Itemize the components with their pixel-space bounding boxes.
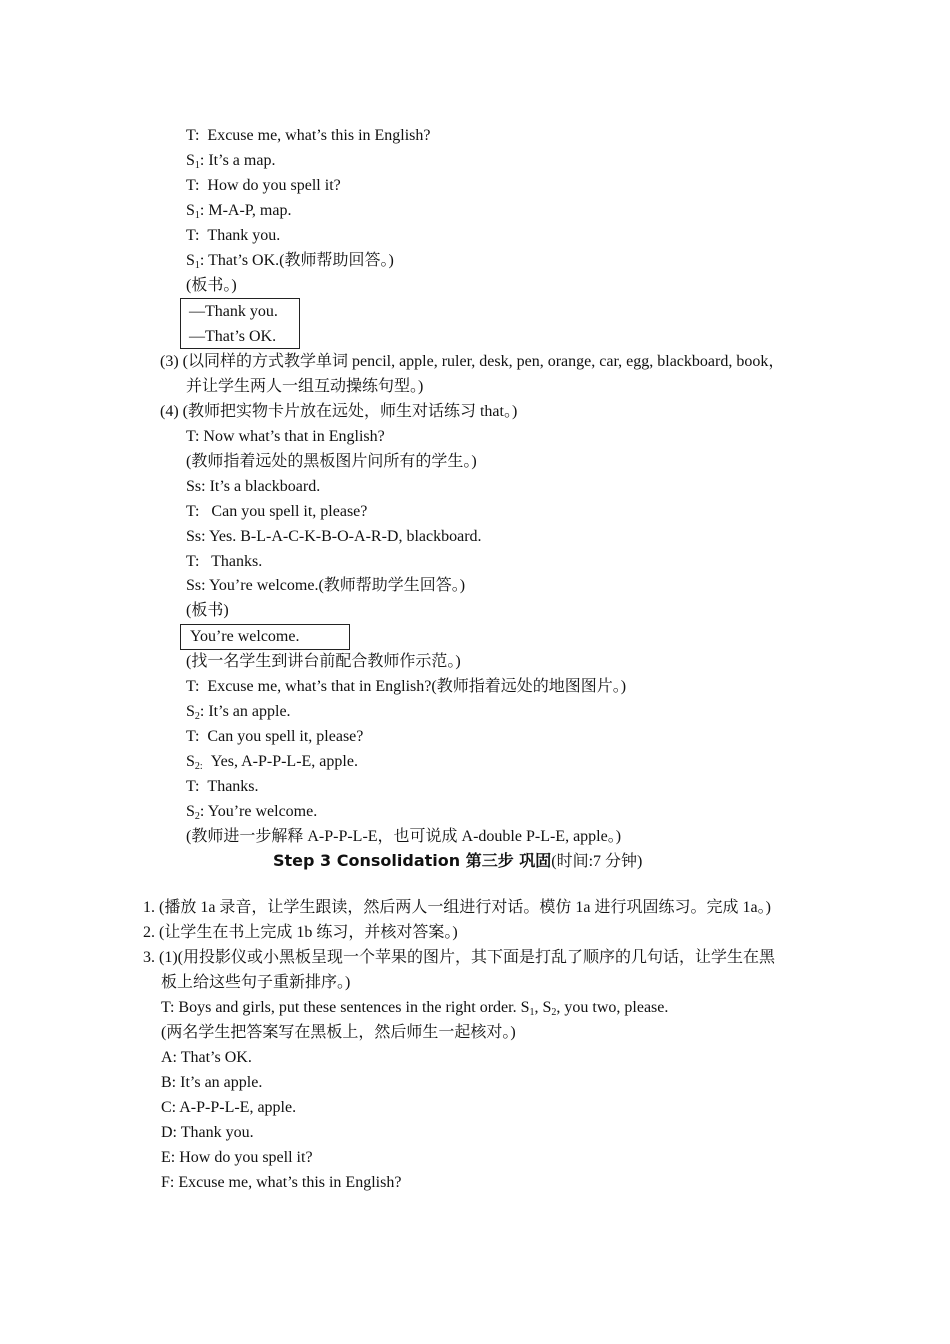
item-number: (4) [160,403,179,420]
dialogue-line [186,752,358,772]
utterance: Excuse me, what’s that in English?(教师指着远处的地图图片。) [207,678,627,695]
stage-direction: (教师进一步解释 A-P-P-L-E，也可说成 A-double P-L-E, apple。) [186,828,622,845]
utterance: Yes, A-P-P-L-E, apple. [210,753,358,770]
step-time: (时间:7 分钟) [551,853,643,870]
dialogue-line: Ss: It’s a blackboard. [186,478,321,495]
step-item [160,402,517,422]
speaker: T: [186,678,200,695]
box-line: —Thank you. [189,303,278,320]
dialogue-line [186,151,275,171]
box-line: You’re welcome. [190,628,300,645]
speaker: S [186,152,195,169]
utterance: Excuse me, what’s this in English? [207,127,431,144]
dialogue-line [186,176,341,196]
speaker: T: [186,778,200,795]
dialogue-line: (教师指着远处的黑板图片问所有的学生。) [186,453,477,470]
utterance: Thank you. [207,227,281,244]
option-line: A: That’s OK. [161,1049,252,1066]
item-number: (3) [160,353,179,370]
dialogue-line [186,126,431,146]
speaker: S [186,703,195,720]
list-text-cont: 板上给这些句子重新排序。) [161,974,351,991]
list-item [143,898,771,918]
speaker: S [186,252,195,269]
speaker-subscript: 2 [194,711,200,722]
board-note: (板书。) [186,277,237,294]
speaker: S [186,202,195,219]
dialogue-line: Ss: Yes. B-L-A-C-K-B-O-A-R-D, blackboard. [186,528,482,545]
blackboard-box [180,624,350,650]
dialogue-line: Ss: You’re welcome.(教师帮助学生回答。) [186,577,466,594]
speaker-subscript: 1 [194,210,200,221]
option-line: F: Excuse me, what’s this in English? [161,1174,402,1191]
utterance: : It’s a map. [199,152,276,169]
utterance: T: Boys and girls, put these sentences in the right order. S [161,999,530,1016]
utterance: How do you spell it? [207,177,341,194]
blackboard-box [180,298,300,349]
dialogue-line [186,777,259,797]
option-line: B: It’s an apple. [161,1074,263,1091]
list-number: 1. [143,899,155,916]
dialogue-line [186,251,394,271]
speaker-subscript: 1 [194,160,200,171]
option-line: D: Thank you. [161,1124,254,1141]
dialogue-line [186,702,291,722]
speaker: S [186,753,195,770]
speaker: T: [186,127,200,144]
step-title: Step 3 Consolidation 第三步 巩固 [273,851,552,870]
dialogue-line: T: Thanks. [186,553,263,570]
step-item [160,352,784,372]
list-number: 2. [143,924,155,941]
utterance: : You’re welcome. [199,803,318,820]
utterance: : It’s an apple. [199,703,291,720]
speaker: T: [186,177,200,194]
list-number: 3. [143,949,155,966]
dialogue-line [186,677,626,697]
list-item [143,923,458,943]
dialogue-line [186,226,280,246]
speaker: S [186,803,195,820]
utterance: Can you spell it, please? [207,728,364,745]
utterance: , you two, please. [556,999,669,1016]
list-text: (让学生在书上完成 1b 练习，并核对答案。) [159,924,458,941]
option-line: C: A-P-P-L-E, apple. [161,1099,297,1116]
speaker: T: [186,728,200,745]
dialogue-line [186,201,291,221]
dialogue-line: T: Can you spell it, please? [186,503,368,520]
utterance: , S [534,999,552,1016]
speaker-subscript: 1 [194,260,200,271]
utterance: Thanks. [207,778,259,795]
list-text: (1)(用投影仪或小黑板呈现一个苹果的图片，其下面是打乱了顺序的几句话，让学生在黑 [159,949,775,966]
board-note: (板书) [186,602,229,619]
dialogue-line [161,998,668,1018]
speaker-subscript: 1 [529,1007,535,1018]
stage-direction: (找一名学生到讲台前配合教师作示范。) [186,653,461,670]
speaker-subscript: 2 [551,1007,557,1018]
stage-direction: (两名学生把答案写在黑板上，然后师生一起核对。) [161,1024,516,1041]
list-item [143,948,775,968]
option-line: E: How do you spell it? [161,1149,313,1166]
item-text: (以同样的方式教学单词 pencil, apple, ruler, desk, pen, orange, car, egg, blackboard, book， [182,353,785,370]
speaker-subscript: 2: [194,761,203,772]
list-text: (播放 1a 录音，让学生跟读，然后两人一组进行对话。模仿 1a 进行巩固练习。完成 1a。) [159,899,771,916]
speaker: T: [186,227,200,244]
dialogue-line: T: Now what’s that in English? [186,428,385,445]
item-text: (教师把实物卡片放在远处，师生对话练习 that。) [182,403,518,420]
utterance: : That’s OK.(教师帮助回答。) [199,252,394,269]
dialogue-line [186,802,317,822]
item-text-cont: 并让学生两人一组互动操练句型。) [186,378,424,395]
step-heading [273,851,642,872]
box-line: —That’s OK. [189,328,277,345]
dialogue-line [186,727,363,747]
utterance: : M-A-P, map. [199,202,292,219]
speaker-subscript: 2 [194,811,200,822]
